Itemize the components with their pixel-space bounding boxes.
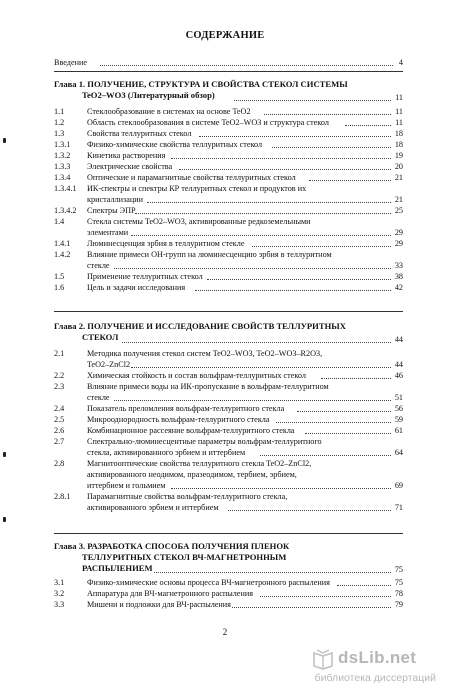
toc-entry-text: Введение (54, 58, 88, 67)
toc-entry-page: 18 (394, 140, 403, 149)
leader-dots (114, 268, 391, 269)
toc-entry-page: 71 (394, 503, 403, 512)
toc-entry-page: 46 (394, 371, 403, 380)
toc-entry-text: Кинетика растворения (87, 151, 166, 160)
chapter-2-heading (54, 321, 403, 345)
toc-entry-text: Химическая стойкость и состав вольфрам-теллуритных стекол (87, 371, 306, 380)
toc-entry-number: 1.4 (54, 217, 65, 226)
toc-entry-text: Комбинационное рассеяние вольфрам-теллуритного стекла (87, 426, 295, 435)
toc-entry (54, 578, 403, 588)
toc-entry-text: Спектры ЭПР (87, 206, 136, 215)
leader-dots (171, 488, 391, 489)
toc-entry-page: 51 (394, 393, 403, 402)
toc-entry-page: 42 (394, 283, 403, 292)
toc-entry-number: 2.1 (54, 349, 65, 358)
toc-entry-text: Мишени и подложки для ВЧ-распыления (87, 600, 231, 609)
toc-entry-text: Люминесценция эрбия в теллуритном стекле (87, 239, 245, 248)
toc-entry-text: ИК-спектры и спектры КР теллуритных стекол и продуктов их (87, 184, 307, 193)
toc-entry-number: 1.5 (54, 272, 65, 281)
page-number: 2 (222, 627, 228, 637)
toc-entry-number: 1.4.1 (54, 239, 71, 248)
toc-entry-text: Оптические и парамагнитные свойства теллуритных стекол (87, 173, 296, 182)
toc-entry-number: 3.1 (54, 578, 65, 587)
toc-entry-page: 64 (394, 448, 403, 457)
leader-dots (147, 202, 391, 203)
leader-dots (154, 572, 391, 573)
margin-mark (3, 517, 6, 522)
toc-entry-text: Методика получения стекол систем TeO2–WO3, TeO2–WO3–R2O3, (87, 349, 323, 358)
toc-entry-number: 2.2 (54, 371, 65, 380)
leader-dots (260, 596, 391, 597)
leader-dots (264, 114, 391, 115)
toc-entry-text: TeO2–ZnCl2 (87, 360, 131, 369)
chapter-title-line: Глава 2. ПОЛУЧЕНИЕ И ИССЛЕДОВАНИЕ СВОЙСТВ ТЕЛЛУРИТНЫХ (54, 321, 346, 331)
toc-entry-page: 44 (394, 360, 403, 369)
chapter-title-line: Глава 3. РАЗРАБОТКА СПОСОБА ПОЛУЧЕНИЯ ПЛЕНОК (54, 541, 290, 551)
toc-entry (54, 107, 403, 117)
toc-entry (54, 437, 403, 458)
toc-entry-page: 21 (394, 173, 403, 182)
leader-dots (179, 169, 391, 170)
toc-entry (54, 184, 403, 205)
book-logo-icon (312, 648, 334, 670)
divider (54, 71, 403, 72)
chapter-title-line: РАСПЫЛЕНИЕМ (82, 563, 153, 573)
toc-entry-text: стекле (87, 261, 110, 270)
toc-entry-page: 11 (395, 107, 403, 116)
toc-entry-page: 38 (394, 272, 403, 281)
toc-entry-text: Физико-химические основы процесса ВЧ-магнетронного распыления (87, 578, 330, 587)
toc-entry (54, 415, 403, 425)
chapter-title-text: TeO2–WO3 (Литературный обзор) (82, 90, 215, 100)
leader-dots (114, 400, 391, 401)
toc-entry-page: 21 (394, 195, 403, 204)
toc-entry-text: Стекла системы TeO2–WO3, активированные редкоземельными (87, 217, 311, 226)
toc-entry-number: 1.3 (54, 129, 65, 138)
leader-dots (252, 246, 391, 247)
watermark-name: dsLib.net (338, 648, 417, 667)
toc-entry-page: 33 (394, 261, 403, 270)
toc-entry-number: 1.3.4.2 (54, 206, 77, 215)
toc-entry-number: 1.3.1 (54, 140, 71, 149)
toc-entry-page: 18 (394, 129, 403, 138)
toc-entry-number: 3.3 (54, 600, 65, 609)
leader-dots (171, 158, 391, 159)
toc-entry-page: 44 (394, 335, 403, 344)
toc-entry-page: 69 (394, 481, 403, 490)
toc-entry-page: 75 (394, 578, 403, 587)
leader-dots (131, 367, 392, 368)
toc-entry (54, 492, 403, 513)
toc-entry-text: активированного эрбием и иттербием (87, 503, 219, 512)
toc-entry-text: Показатель преломления вольфрам-теллуритного стекла (87, 404, 285, 413)
toc-entry (54, 272, 403, 282)
watermark (312, 648, 436, 688)
toc-entry-page: 20 (394, 162, 403, 171)
leader-dots (309, 180, 391, 181)
leader-dots (100, 65, 393, 66)
chapter-title-line: Глава 1. ПОЛУЧЕНИЕ, СТРУКТУРА И СВОЙСТВА СТЕКОЛ СИСТЕМЫ (54, 79, 348, 89)
toc-entry-page: 59 (394, 415, 403, 424)
toc-entry-text: Магнитооптические свойства теллуритного стекла TeO2–ZnCl2, (87, 459, 312, 468)
toc-entry-text: Влияние примеси воды на ИК-пропускание в вольфрам-теллуритном (87, 382, 329, 391)
toc-entry-text: кристаллизации (87, 195, 144, 204)
leader-dots (305, 433, 391, 434)
toc-entry-number: 3.2 (54, 589, 65, 598)
toc-entry-text: Цель и задачи исследования (87, 283, 186, 292)
toc-entry-text: Физико-химические свойства теллуритных стекол (87, 140, 263, 149)
watermark-tagline: библиотека диссертаций (314, 672, 436, 684)
toc-entry-text: стекла, активированного эрбием и иттербием (87, 448, 246, 457)
leader-dots (345, 125, 391, 126)
toc-entry-number: 2.3 (54, 382, 65, 391)
chapter-title-line: СТЕКОЛ (82, 332, 119, 342)
toc-entry-page: 61 (394, 426, 403, 435)
chapter-1-heading (54, 79, 403, 103)
leader-dots (135, 213, 391, 214)
toc-entry-number: 2.4 (54, 404, 65, 413)
toc-entry-page: 29 (394, 239, 403, 248)
toc-entry (54, 426, 403, 436)
toc-entry (54, 600, 403, 610)
toc-entry-number: 2.5 (54, 415, 65, 424)
toc-entry-text: стекле (87, 393, 110, 402)
toc-entry-page: 11 (395, 118, 403, 127)
toc-entry (54, 140, 403, 150)
toc-entry-text: Область стеклообразования в системе TeO2–WO3 и структура стекол (87, 118, 329, 127)
chapter-title-line: ТЕЛЛУРИТНЫХ СТЕКОЛ ВЧ-МАГНЕТРОННЫМ (82, 552, 287, 562)
toc-entry (54, 349, 403, 370)
toc-entry-number: 2.7 (54, 437, 65, 446)
toc-entry-page: 25 (394, 206, 403, 215)
toc-entry (54, 382, 403, 403)
toc-entry-text: Спектрально-люминесцентные параметры вольфрам-теллуритного (87, 437, 322, 446)
toc-entry-number: 1.3.3 (54, 162, 71, 171)
toc-entry-number: 1.1 (54, 107, 65, 116)
leader-dots (122, 342, 391, 343)
toc-entry-page: 78 (394, 589, 403, 598)
toc-entry-number: 1.3.2 (54, 151, 71, 160)
toc-entry (54, 206, 403, 216)
chapter-title-line (82, 90, 390, 100)
toc-entry-text: Влияние примеси ОН-групп на люминесценцию эрбия в теллуритном (87, 250, 332, 259)
toc-entry (54, 162, 403, 172)
toc-entry (54, 173, 403, 183)
toc-entry (54, 239, 403, 249)
leader-dots (228, 510, 391, 511)
leader-dots (272, 147, 391, 148)
toc-entry-text: Свойства теллуритных стекол (87, 129, 192, 138)
toc-entry-text: Аппаратура для ВЧ-магнетронного распыления (87, 589, 253, 598)
leader-dots (199, 136, 391, 137)
toc-entry-text: иттербием и гольмием (87, 481, 166, 490)
toc-entry (54, 283, 403, 293)
toc-entry-page: 29 (394, 228, 403, 237)
toc-entry-page: 75 (394, 565, 403, 574)
toc-entry-page: 11 (395, 93, 403, 102)
toc-entry (54, 589, 403, 599)
divider (54, 533, 403, 534)
leader-dots (321, 378, 391, 379)
chapter-3-heading (54, 541, 403, 575)
toc-entry-page: 19 (394, 151, 403, 160)
leader-dots (207, 279, 391, 280)
page-title: СОДЕРЖАНИЕ (185, 30, 265, 41)
toc-entry-number: 2.8.1 (54, 492, 71, 501)
toc-entry (54, 250, 403, 271)
leader-dots (234, 100, 391, 101)
toc-entry-text: активированного неодимом, празеодимом, тербием, эрбием, (87, 470, 297, 479)
toc-entry-text: Применение теллуритных стекол (87, 272, 203, 281)
toc-entry-number: 2.6 (54, 426, 65, 435)
leader-dots (260, 455, 391, 456)
toc-entry-text: Стеклообразование в системах на основе TeO2 (87, 107, 251, 116)
leader-dots (337, 585, 391, 586)
toc-entry (54, 217, 403, 238)
toc-entry (54, 459, 403, 491)
toc-entry-text: элементами (87, 228, 129, 237)
toc-entry-number: 2.8 (54, 459, 65, 468)
toc-entry-text: Микрооднородность вольфрам-теллуритного стекла (87, 415, 270, 424)
divider (54, 311, 403, 312)
toc-entry-intro (54, 58, 403, 68)
leader-dots (195, 290, 391, 291)
margin-mark (3, 452, 6, 457)
toc-entry (54, 118, 403, 128)
toc-entry (54, 371, 403, 381)
toc-entry-page: 4 (398, 58, 403, 67)
margin-mark (3, 138, 6, 143)
toc-entry (54, 404, 403, 414)
leader-dots (232, 607, 391, 608)
toc-entry-page: 79 (394, 600, 403, 609)
toc-entry-number: 1.2 (54, 118, 65, 127)
toc-entry-number: 1.3.4 (54, 173, 71, 182)
toc-entry-text: Парамагнитные свойства вольфрам-теллуритного стекла, (87, 492, 288, 501)
toc-entry-page: 56 (394, 404, 403, 413)
toc-entry-text: Электрические свойства (87, 162, 173, 171)
leader-dots (297, 411, 391, 412)
leader-dots (276, 422, 391, 423)
toc-entry (54, 129, 403, 139)
toc-entry-number: 1.6 (54, 283, 65, 292)
toc-entry-number: 1.3.4.1 (54, 184, 77, 193)
toc-entry (54, 151, 403, 161)
leader-dots (131, 235, 392, 236)
toc-entry-number: 1.4.2 (54, 250, 71, 259)
